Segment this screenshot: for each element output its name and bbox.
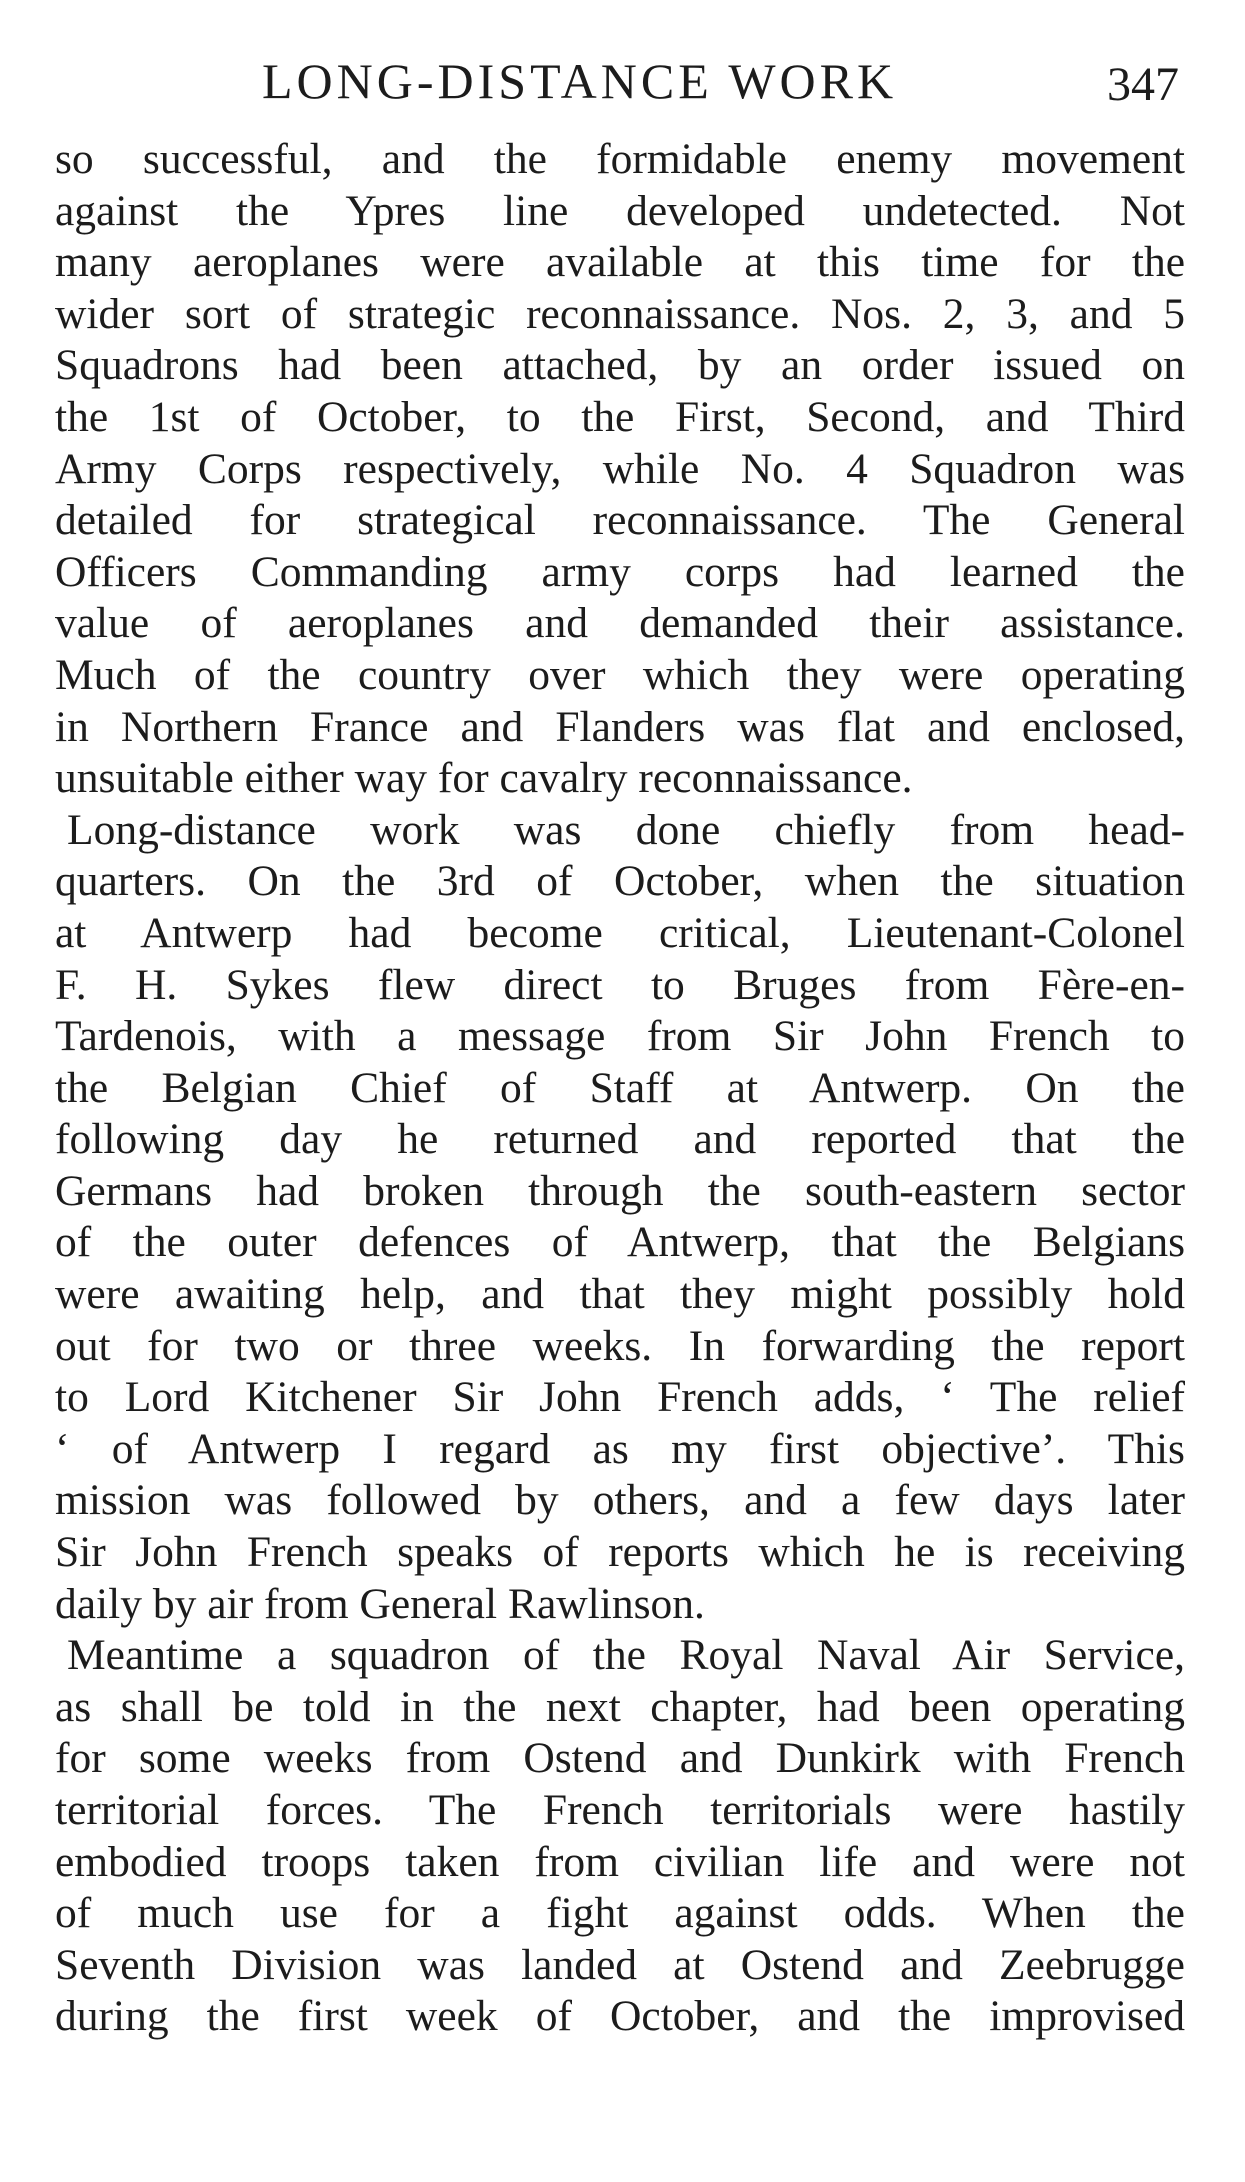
page-number: 347 [1107, 58, 1179, 111]
running-head-title: LONG-DISTANCE WORK [262, 53, 898, 109]
text-line: so successful, and the formidable enemy movement [55, 135, 1185, 183]
text-line: the 1st of October, to the First, Second, and Third [55, 392, 1185, 441]
text-line: as shall be told in the next chapter, had been operating [55, 1682, 1185, 1731]
text-line: Officers Commanding army corps had learned the [55, 547, 1185, 596]
text-line: Tardenois, with a message from Sir John French to [55, 1012, 1185, 1061]
text-line: daily by air from General Rawlinson. [55, 1579, 705, 1628]
text-line: embodied troops taken from civilian life and were not [55, 1837, 1185, 1886]
text-line: Sir John French speaks of reports which he is receiving [55, 1528, 1185, 1577]
text-line: wider sort of strategic reconnaissance. Nos. 2, 3, and 5 [55, 289, 1185, 338]
text-line: quarters. On the 3rd of October, when the situation [55, 857, 1185, 906]
text-line: Squadrons had been attached, by an order issued on [55, 341, 1185, 390]
paragraph-3 [55, 1630, 1185, 2043]
text-line: during the first week of October, and the improvised [55, 1992, 1185, 2041]
paragraph-2 [55, 805, 1185, 1631]
text-line: for some weeks from Ostend and Dunkirk with French [55, 1734, 1185, 1783]
text-line: territorial forces. The French territorials were hastily [55, 1786, 1185, 1834]
text-line: Army Corps respectively, while No. 4 Squadron was [55, 444, 1185, 493]
text-line: in Northern France and Flanders was flat and enclosed, [55, 702, 1185, 751]
text-line: F. H. Sykes flew direct to Bruges from Fère-en- [55, 960, 1185, 1009]
text-line: of the outer defences of Antwerp, that the Belgians [55, 1218, 1185, 1267]
text-line: detailed for strategical reconnaissance. The General [55, 496, 1185, 545]
text-line: out for two or three weeks. In forwarding the report [55, 1321, 1185, 1370]
text-line: Seventh Division was landed at Ostend and Zeebrugge [55, 1940, 1185, 1989]
text-line: value of aeroplanes and demanded their assistance. [55, 599, 1185, 648]
text-line: unsuitable either way for cavalry reconnaissance. [55, 754, 913, 803]
text-line: following day he returned and reported that the [55, 1115, 1185, 1164]
text-line: at Antwerp had become critical, Lieutenant-Colonel [55, 908, 1185, 957]
text-line: Much of the country over which they were operating [55, 650, 1185, 699]
text-line: the Belgian Chief of Staff at Antwerp. On the [55, 1063, 1185, 1112]
paragraph-1 [55, 134, 1185, 805]
text-line: Meantime a squadron of the Royal Naval Air Service, [67, 1631, 1185, 1680]
text-line: of much use for a fight against odds. When the [55, 1889, 1185, 1938]
text-line: mission was followed by others, and a few days later [55, 1476, 1185, 1525]
text-line: against the Ypres line developed undetected. Not [55, 186, 1185, 235]
running-head [0, 46, 1245, 116]
text-line: were awaiting help, and that they might possibly hold [55, 1270, 1185, 1319]
text-line: to Lord Kitchener Sir John French adds, ‘ The relief [55, 1373, 1185, 1422]
body-text [55, 134, 1185, 2043]
text-line: many aeroplanes were available at this time for the [55, 238, 1185, 287]
text-line: Germans had broken through the south-eastern sector [55, 1166, 1185, 1215]
text-line: ‘ of Antwerp I regard as my first objective’. This [55, 1424, 1185, 1473]
text-line: Long-distance work was done chiefly from head- [67, 805, 1185, 854]
